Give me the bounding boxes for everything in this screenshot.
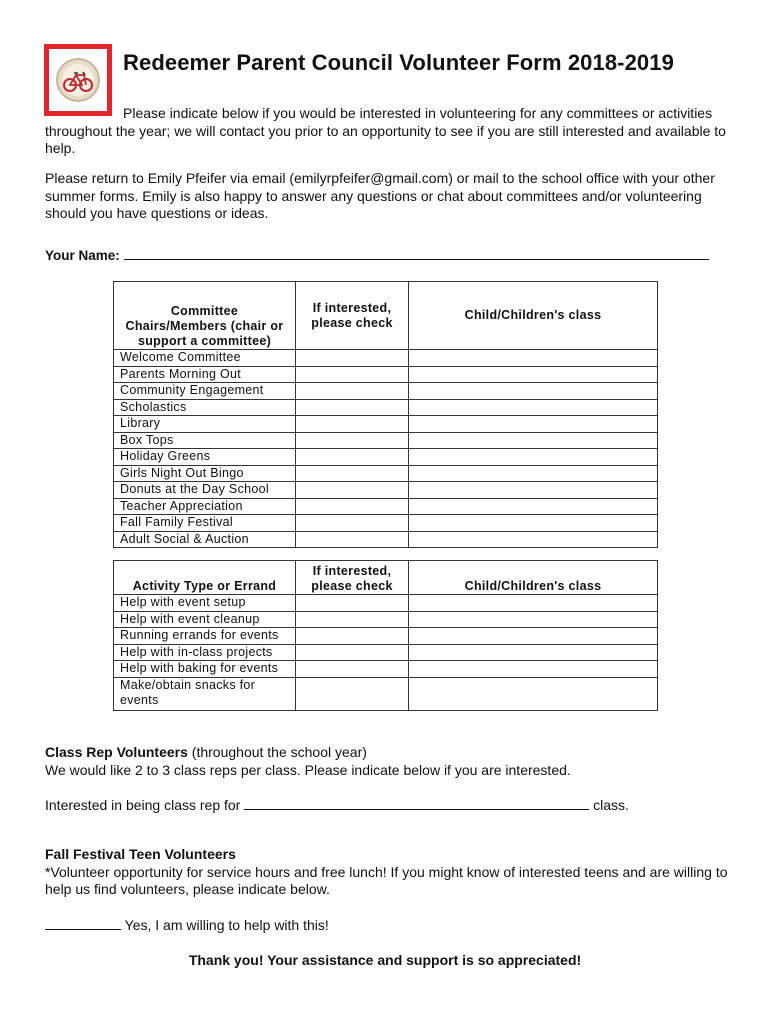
- class-cell[interactable]: [409, 498, 658, 515]
- name-label: Your Name:: [45, 248, 120, 263]
- check-cell[interactable]: [296, 611, 409, 628]
- name-blank[interactable]: [124, 248, 709, 260]
- return-instructions: Please return to Emily Pfeifer via email (emilyrpfeifer@gmail.com) or mail to the school office with your other summer forms. Emily is also happy to answer any questions or chat about committees and/or volunteering should you have questions or ideas.: [45, 170, 715, 222]
- table-row: Make/obtain snacks for events: [114, 677, 658, 710]
- table-row: Welcome Committee: [114, 350, 658, 367]
- table-row: Library: [114, 416, 658, 433]
- check-cell[interactable]: [296, 515, 409, 532]
- class-cell[interactable]: [409, 644, 658, 661]
- page-title: Redeemer Parent Council Volunteer Form 2018-2019: [123, 50, 674, 75]
- table-row: Community Engagement: [114, 383, 658, 400]
- table-row: Fall Family Festival: [114, 515, 658, 532]
- class-header: Child/Children's class: [409, 561, 658, 595]
- class-cell[interactable]: [409, 449, 658, 466]
- table-row: Scholastics: [114, 399, 658, 416]
- class-cell[interactable]: [409, 416, 658, 433]
- interest-suffix: class.: [593, 797, 629, 813]
- class-cell[interactable]: [409, 661, 658, 678]
- table-row: Running errands for events: [114, 628, 658, 645]
- table-row: Help with event setup: [114, 595, 658, 612]
- check-cell[interactable]: [296, 482, 409, 499]
- interest-header: If interested, please check: [296, 561, 409, 595]
- committee-header: Committee Chairs/Members (chair or support a committee): [114, 282, 296, 350]
- check-cell[interactable]: [296, 498, 409, 515]
- table-row: Help with event cleanup: [114, 611, 658, 628]
- class-cell[interactable]: [409, 611, 658, 628]
- check-cell[interactable]: [296, 644, 409, 661]
- class-header: Child/Children's class: [409, 282, 658, 350]
- class-cell[interactable]: [409, 677, 658, 710]
- check-cell[interactable]: [296, 383, 409, 400]
- check-cell[interactable]: [296, 595, 409, 612]
- class-cell[interactable]: [409, 515, 658, 532]
- class-cell[interactable]: [409, 482, 658, 499]
- committee-table: [113, 281, 658, 548]
- check-cell[interactable]: [296, 416, 409, 433]
- class-rep-interest: [45, 797, 629, 813]
- activity-table: [113, 560, 658, 711]
- table-row: Adult Social & Auction: [114, 531, 658, 548]
- class-cell[interactable]: [409, 531, 658, 548]
- class-rep-section: [45, 744, 735, 779]
- teen-text: *Volunteer opportunity for service hours and free lunch! If you might know of interested teens and are willing to help us find volunteers, please indicate below.: [45, 863, 728, 898]
- check-cell[interactable]: [296, 677, 409, 710]
- check-cell[interactable]: [296, 531, 409, 548]
- bicycle-icon: [54, 56, 102, 104]
- teen-section: [45, 846, 735, 899]
- intro-paragraph: Please indicate below if you would be interested in volunteering for any committees or activities throughout the year; we will contact you prior to an opportunity to see if you are still interested and available to help.: [45, 105, 726, 157]
- check-cell[interactable]: [296, 366, 409, 383]
- check-cell[interactable]: [296, 399, 409, 416]
- willing-blank[interactable]: [45, 918, 121, 930]
- class-cell[interactable]: [409, 465, 658, 482]
- interest-prefix: Interested in being class rep for: [45, 797, 241, 813]
- check-cell[interactable]: [296, 449, 409, 466]
- class-rep-text: We would like 2 to 3 class reps per class. Please indicate below if you are interested.: [45, 761, 571, 778]
- name-field[interactable]: [45, 248, 709, 263]
- table-row: Teacher Appreciation: [114, 498, 658, 515]
- check-cell[interactable]: [296, 432, 409, 449]
- check-cell[interactable]: [296, 465, 409, 482]
- class-rep-subtitle: (throughout the school year): [191, 744, 367, 760]
- table-row: Donuts at the Day School: [114, 482, 658, 499]
- class-cell[interactable]: [409, 383, 658, 400]
- table-row: Parents Morning Out: [114, 366, 658, 383]
- table-row: Girls Night Out Bingo: [114, 465, 658, 482]
- thank-you-message: Thank you! Your assistance and support is so appreciated!: [188, 952, 582, 968]
- interest-header: If interested, please check: [296, 282, 409, 350]
- class-rep-title: Class Rep Volunteers: [45, 744, 188, 760]
- class-cell[interactable]: [409, 399, 658, 416]
- teen-willing: [45, 917, 329, 933]
- table-row: Box Tops: [114, 432, 658, 449]
- class-rep-blank[interactable]: [244, 798, 589, 810]
- class-cell[interactable]: [409, 595, 658, 612]
- willing-text: Yes, I am willing to help with this!: [124, 917, 329, 933]
- table-row: Help with in-class projects: [114, 644, 658, 661]
- activity-header: Activity Type or Errand: [114, 561, 296, 595]
- class-cell[interactable]: [409, 432, 658, 449]
- table-row: Help with baking for events: [114, 661, 658, 678]
- check-cell[interactable]: [296, 350, 409, 367]
- class-cell[interactable]: [409, 366, 658, 383]
- teen-title: Fall Festival Teen Volunteers: [45, 846, 236, 862]
- table-row: Holiday Greens: [114, 449, 658, 466]
- class-cell[interactable]: [409, 350, 658, 367]
- class-cell[interactable]: [409, 628, 658, 645]
- check-cell[interactable]: [296, 628, 409, 645]
- check-cell[interactable]: [296, 661, 409, 678]
